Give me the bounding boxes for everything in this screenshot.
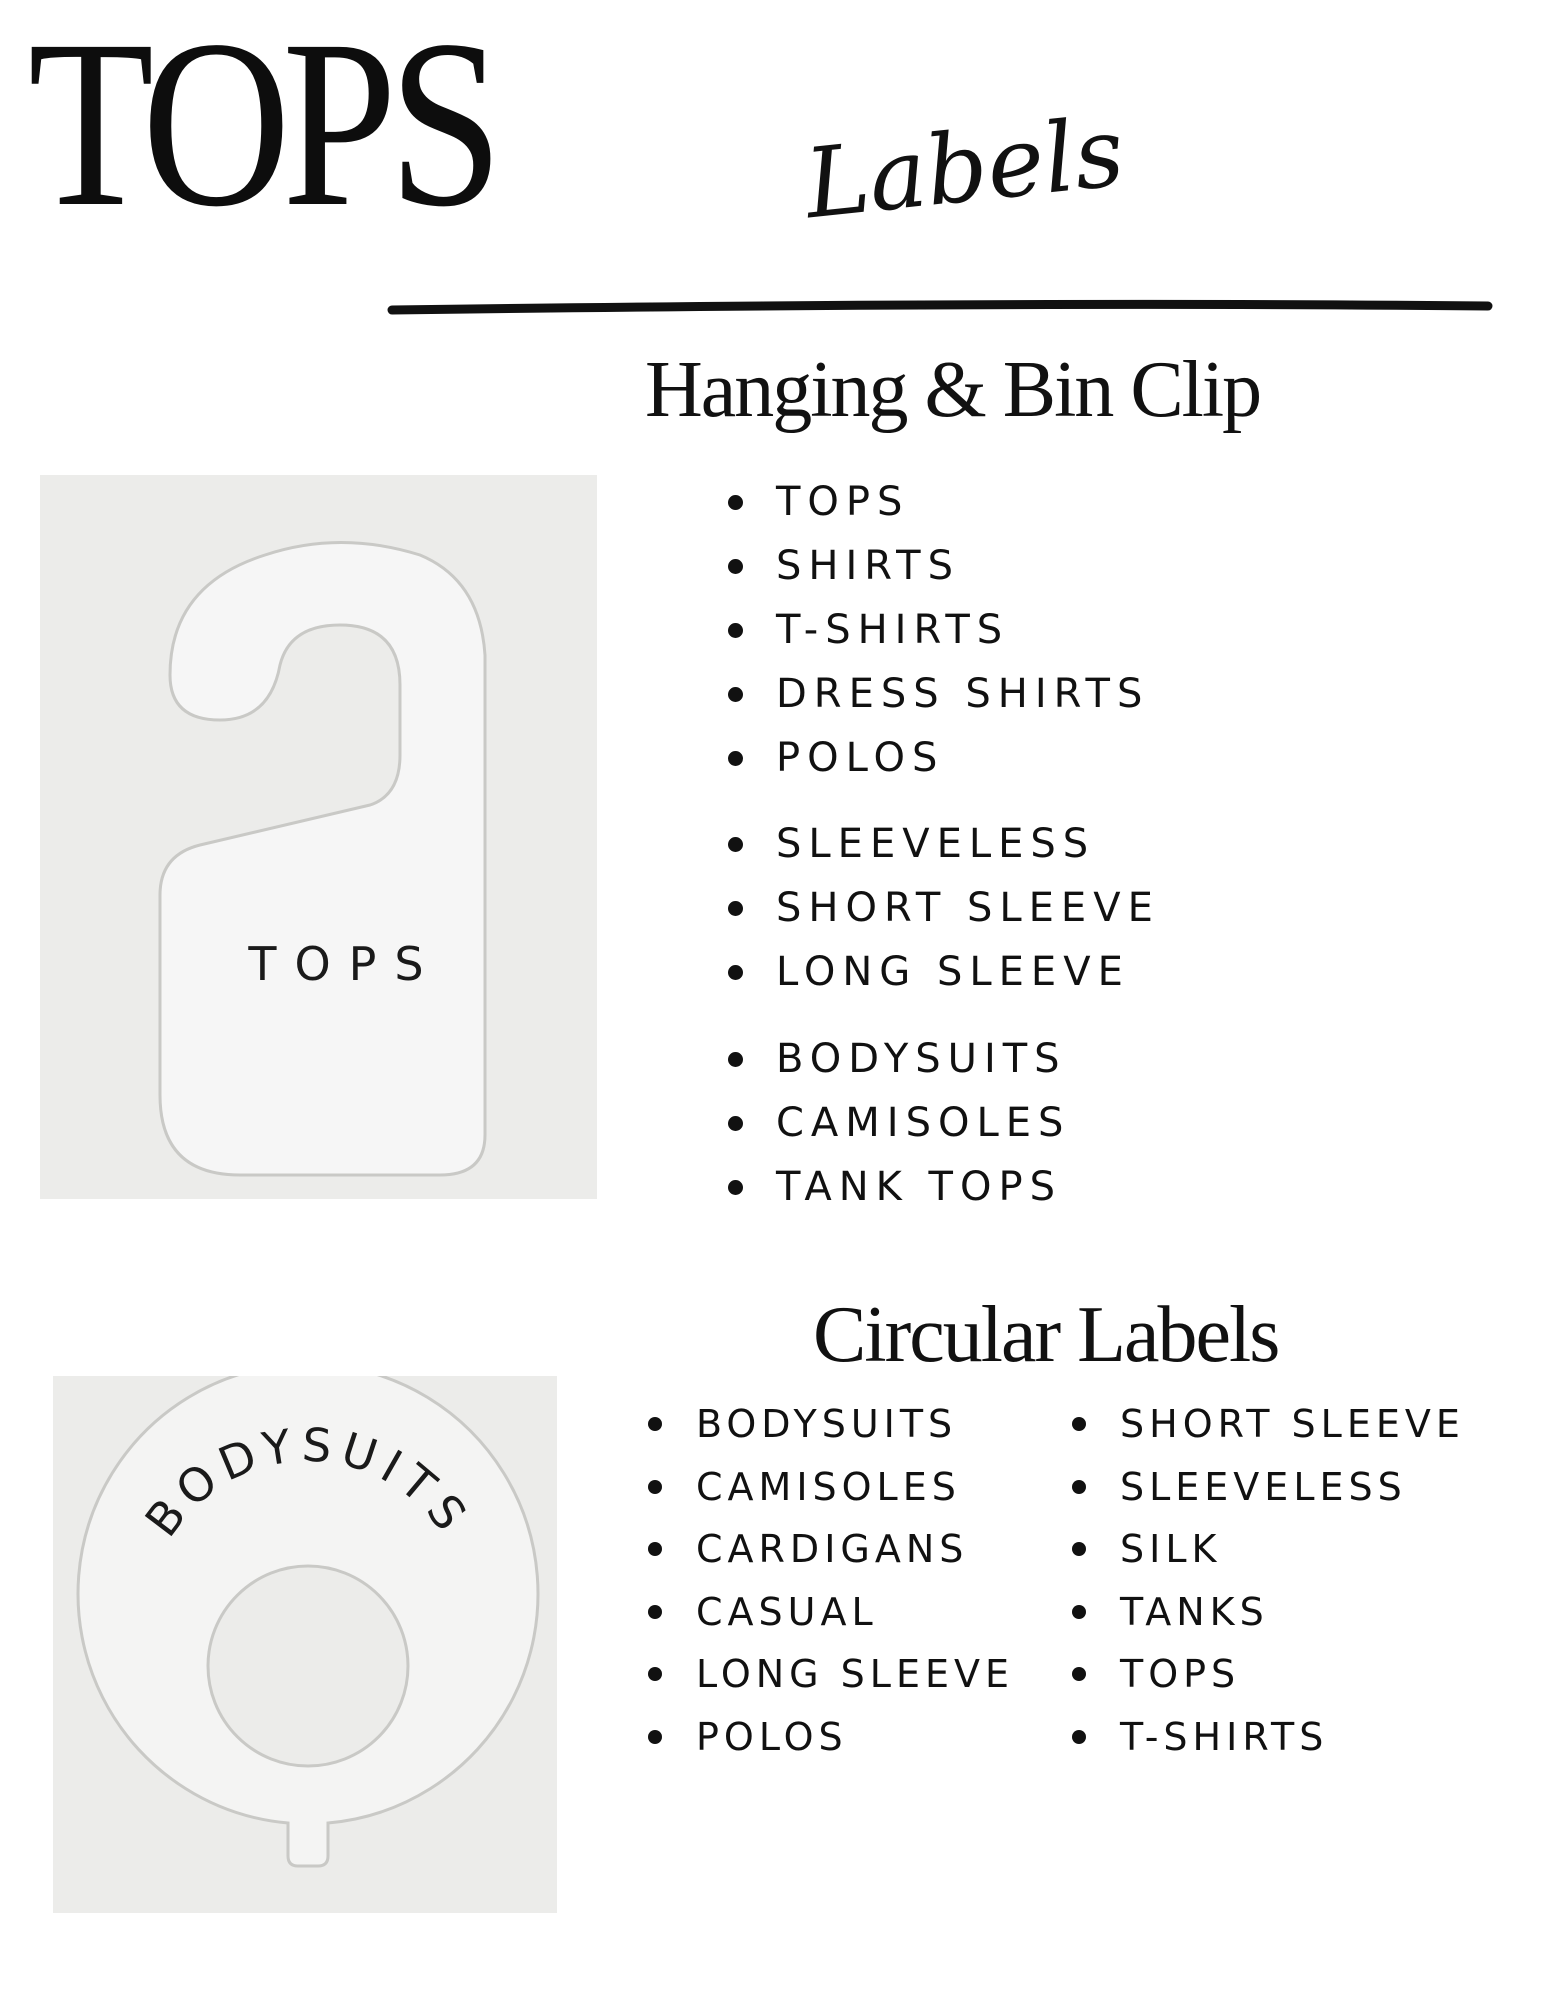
circular-list-column-1 — [648, 1393, 1014, 1768]
list-item: TOPS — [1072, 1643, 1465, 1706]
list-item: SHORT SLEEVE — [728, 876, 1160, 940]
list-item: CASUAL — [648, 1581, 1014, 1644]
list-item: SLEEVELESS — [1072, 1456, 1465, 1519]
circular-section-heading: Circular Labels — [813, 1291, 1279, 1379]
list-item: LONG SLEEVE — [728, 940, 1160, 1004]
list-item: CAMISOLES — [728, 1091, 1070, 1155]
hanging-list-group-3 — [728, 1027, 1070, 1219]
hanger-label-text: TOPS — [248, 937, 442, 991]
list-item: SLEEVELESS — [728, 812, 1160, 876]
divider-rule — [390, 298, 1490, 320]
hanging-list-group-1 — [728, 470, 1149, 790]
list-item: SILK — [1072, 1518, 1465, 1581]
list-item: SHIRTS — [728, 534, 1149, 598]
hanging-list-group-2 — [728, 812, 1160, 1004]
circular-label-text: BODYSUITS — [134, 1417, 482, 1547]
list-item: BODYSUITS — [648, 1393, 1014, 1456]
hanger-label-photo — [40, 475, 597, 1199]
circular-label-photo — [53, 1376, 557, 1913]
hanging-section-heading: Hanging & Bin Clip — [645, 346, 1261, 434]
circular-list-column-2 — [1072, 1393, 1465, 1768]
list-item: T-SHIRTS — [1072, 1706, 1465, 1769]
list-item: POLOS — [648, 1706, 1014, 1769]
list-item: TANK TOPS — [728, 1155, 1070, 1219]
list-item: BODYSUITS — [728, 1027, 1070, 1091]
list-item: LONG SLEEVE — [648, 1643, 1014, 1706]
list-item: SHORT SLEEVE — [1072, 1393, 1465, 1456]
list-item: CAMISOLES — [648, 1456, 1014, 1519]
list-item: DRESS SHIRTS — [728, 662, 1149, 726]
list-item: CARDIGANS — [648, 1518, 1014, 1581]
list-item: TANKS — [1072, 1581, 1465, 1644]
list-item: POLOS — [728, 726, 1149, 790]
script-subtitle: Labels — [799, 95, 1130, 241]
list-item: TOPS — [728, 470, 1149, 534]
list-item: T-SHIRTS — [728, 598, 1149, 662]
page-title: TOPS — [28, 0, 495, 256]
